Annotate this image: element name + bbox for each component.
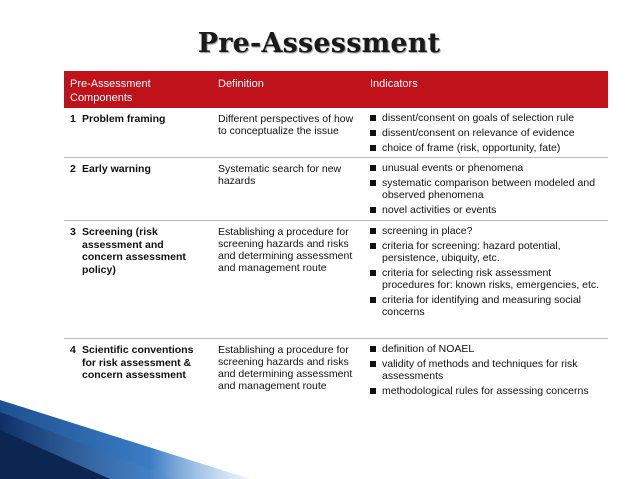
- swoosh-band: [0, 412, 175, 479]
- indicator-item: dissent/consent on relevance of evidence: [370, 127, 600, 139]
- bullet-square-icon: [370, 270, 376, 276]
- pre-assessment-table: [64, 71, 608, 417]
- bullet-square-icon: [370, 145, 376, 151]
- bullet-square-icon: [370, 346, 376, 352]
- row-number: 1: [70, 113, 76, 125]
- component-cell: [70, 113, 205, 126]
- definition-cell: Establishing a procedure for screening hazards and risks and determining assessment and management route: [218, 226, 353, 274]
- table-row: [64, 221, 608, 339]
- bullet-square-icon: [370, 165, 376, 171]
- table-row: [64, 158, 608, 221]
- component-cell: [70, 226, 205, 276]
- bullet-square-icon: [370, 207, 376, 213]
- bullet-square-icon: [370, 228, 376, 234]
- bullet-square-icon: [370, 297, 376, 303]
- indicators-cell: [370, 112, 600, 157]
- indicator-item: criteria for selecting risk assessment procedures for: known risks, emergencies, etc.: [370, 267, 600, 291]
- component-label: Early warning: [82, 163, 151, 175]
- swoosh-band: [0, 430, 110, 479]
- indicator-item: validity of methods and techniques for risk assessments: [370, 358, 600, 382]
- header-components: Pre-Assessment Components: [70, 78, 151, 104]
- component-label: Problem framing: [82, 113, 166, 125]
- definition-cell: Different perspectives of how to conceptualize the issue: [218, 113, 354, 137]
- bullet-square-icon: [370, 115, 376, 121]
- table-row: [64, 339, 608, 417]
- indicator-item: definition of NOAEL: [370, 343, 600, 355]
- indicator-item: unusual events or phenomena: [370, 162, 600, 174]
- row-number: 4: [70, 344, 76, 356]
- indicator-item: systematic comparison between modeled and observed phenomena: [370, 177, 600, 201]
- indicators-cell: [370, 162, 600, 219]
- bullet-square-icon: [370, 361, 376, 367]
- definition-cell: Systematic search for new hazards: [218, 163, 342, 187]
- bullet-square-icon: [370, 130, 376, 136]
- row-number: 3: [70, 226, 76, 238]
- indicator-item: dissent/consent on goals of selection rule: [370, 112, 600, 124]
- row-number: 2: [70, 163, 76, 175]
- indicator-item: choice of frame (risk, opportunity, fate): [370, 142, 600, 154]
- component-label: Screening (risk assessment and concern assessment policy): [82, 226, 186, 276]
- component-cell: [70, 344, 205, 382]
- indicators-cell: [370, 343, 600, 400]
- bullet-square-icon: [370, 388, 376, 394]
- definition-cell: Establishing a procedure for screening hazards and risks and determining assessment and management route: [218, 344, 353, 392]
- table-header: [64, 71, 608, 108]
- component-cell: [70, 163, 205, 176]
- bullet-square-icon: [370, 180, 376, 186]
- table-row: [64, 108, 608, 158]
- header-indicators: Indicators: [370, 78, 418, 90]
- component-label: Scientific conventions for risk assessment & concern assessment: [82, 344, 194, 381]
- header-definition: Definition: [218, 78, 264, 90]
- indicator-item: screening in place?: [370, 225, 600, 237]
- bullet-square-icon: [370, 243, 376, 249]
- indicator-item: novel activities or events: [370, 204, 600, 216]
- indicator-item: criteria for screening: hazard potential, persistence, ubiquity, etc.: [370, 240, 600, 264]
- indicators-cell: [370, 225, 600, 321]
- indicator-item: criteria for identifying and measuring social concerns: [370, 294, 600, 318]
- page-title: Pre-Assessment: [197, 28, 441, 59]
- indicator-item: methodological rules for assessing concerns: [370, 385, 600, 397]
